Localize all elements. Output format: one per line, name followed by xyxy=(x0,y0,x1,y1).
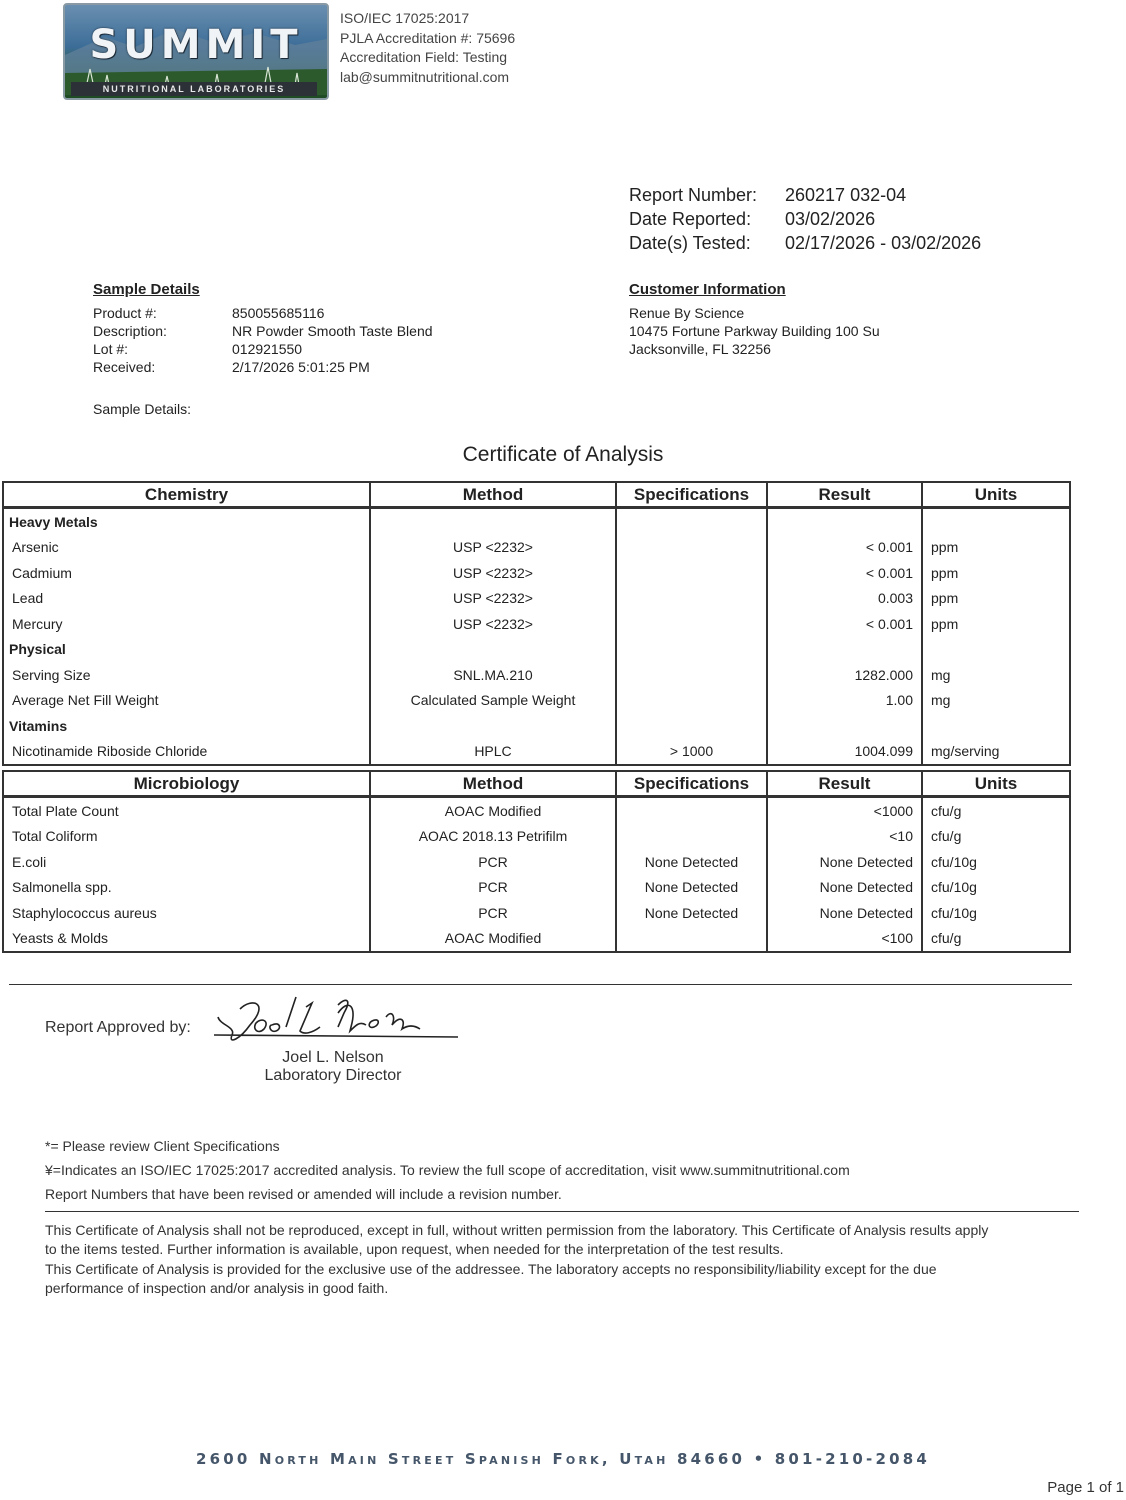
column-header: Method xyxy=(370,771,616,797)
result: < 0.001 xyxy=(767,535,922,561)
specification xyxy=(616,797,767,824)
units: cfu/g xyxy=(922,824,1070,850)
table-row xyxy=(3,586,1070,612)
approver-block xyxy=(210,1049,456,1085)
disclaimer-line: performance of inspection and/or analysis in good faith. xyxy=(45,1279,389,1296)
sample-details-label: Sample Details: xyxy=(93,401,192,417)
signature-graphic xyxy=(210,995,465,1055)
analyte: Cadmium xyxy=(3,560,370,586)
approver-title: Laboratory Director xyxy=(264,1067,402,1084)
accreditation-line: Accreditation Field: Testing xyxy=(340,49,508,65)
column-header: Chemistry xyxy=(3,482,370,508)
units: mg xyxy=(922,662,1070,688)
method: SNL.MA.210 xyxy=(370,662,616,688)
date-reported: 03/02/2026 xyxy=(785,209,876,229)
analyte: Yeasts & Molds xyxy=(3,926,370,953)
specification xyxy=(616,611,767,637)
specification: None Detected xyxy=(616,849,767,875)
table-row xyxy=(3,900,1070,926)
analyte: Total Plate Count xyxy=(3,797,370,824)
specification xyxy=(616,926,767,953)
note-line: Report Numbers that have been revised or amended will include a revision number. xyxy=(45,1186,562,1202)
method: Calculated Sample Weight xyxy=(370,688,616,714)
category-row xyxy=(3,508,1070,535)
divider xyxy=(45,1211,1079,1212)
analyte: Mercury xyxy=(3,611,370,637)
lab-email: lab@summitnutritional.com xyxy=(340,68,510,85)
units: cfu/10g xyxy=(922,849,1070,875)
disclaimer-block xyxy=(45,1221,988,1298)
method: AOAC 2018.13 Petrifilm xyxy=(370,824,616,850)
disclaimer-line: This Certificate of Analysis shall not be reproduced, except in full, without written permission from the laboratory. This Certificate of Analysis results apply xyxy=(45,1222,989,1238)
result: <1000 xyxy=(767,797,922,824)
units: cfu/g xyxy=(922,797,1070,824)
sample-label: Product #: xyxy=(93,305,157,321)
note-line: ¥=Indicates an ISO/IEC 17025:2017 accredited analysis. To review the full scope of accreditation, visit www.summitnutritional.com xyxy=(45,1162,850,1178)
table-row xyxy=(3,662,1070,688)
divider xyxy=(9,984,1072,985)
sample-value: 2/17/2026 5:01:25 PM xyxy=(232,359,370,375)
table-row xyxy=(3,926,1070,953)
result: 1004.099 xyxy=(767,739,922,766)
approval-label: Report Approved by: xyxy=(45,1019,191,1036)
sample-details-block xyxy=(93,304,433,376)
specification xyxy=(616,824,767,850)
logo-wordmark: SUMMIT xyxy=(89,22,303,68)
sample-label: Description: xyxy=(93,323,167,339)
dates-tested-label: Date(s) Tested: xyxy=(629,233,751,253)
analyte: Lead xyxy=(3,586,370,612)
units: cfu/g xyxy=(922,926,1070,953)
table-header-row xyxy=(3,771,1070,797)
sample-label: Received: xyxy=(93,359,156,375)
category-label: Vitamins xyxy=(3,713,370,739)
table-row xyxy=(3,611,1070,637)
method: AOAC Modified xyxy=(370,797,616,824)
logo-tagline: NUTRITIONAL LABORATORIES xyxy=(71,82,317,96)
method: AOAC Modified xyxy=(370,926,616,953)
table-row xyxy=(3,875,1070,901)
result: < 0.001 xyxy=(767,560,922,586)
note-line: *= Please review Client Specifications xyxy=(45,1138,280,1154)
specification xyxy=(616,688,767,714)
customer-info-title: Customer Information xyxy=(629,281,786,298)
approver-name: Joel L. Nelson xyxy=(282,1049,384,1066)
lab-accreditation-block xyxy=(340,9,515,87)
customer-address: 10475 Fortune Parkway Building 100 Su xyxy=(629,323,880,339)
page-number: Page 1 of 1 xyxy=(1047,1479,1124,1496)
sample-value: 850055685116 xyxy=(232,305,325,321)
units: ppm xyxy=(922,560,1070,586)
units: cfu/10g xyxy=(922,875,1070,901)
category-row xyxy=(3,713,1070,739)
sample-value: NR Powder Smooth Taste Blend xyxy=(232,323,433,339)
specification: None Detected xyxy=(616,875,767,901)
method: HPLC xyxy=(370,739,616,766)
report-number: 260217 032-04 xyxy=(785,185,907,205)
units: ppm xyxy=(922,586,1070,612)
microbiology-table xyxy=(2,770,1071,953)
specification: None Detected xyxy=(616,900,767,926)
column-header: Microbiology xyxy=(3,771,370,797)
disclaimer-line: to the items tested. Further information is available, upon request, when needed for the interpretation of the test results. xyxy=(45,1241,784,1258)
result: None Detected xyxy=(767,875,922,901)
result: 1.00 xyxy=(767,688,922,714)
result: <10 xyxy=(767,824,922,850)
customer-name: Renue By Science xyxy=(629,305,745,321)
result: <100 xyxy=(767,926,922,953)
table-row xyxy=(3,739,1070,766)
sample-label: Lot #: xyxy=(93,341,129,357)
category-row xyxy=(3,637,1070,663)
table-row xyxy=(3,797,1070,824)
sample-row xyxy=(93,340,433,358)
customer-city: Jacksonville, FL 32256 xyxy=(629,341,771,357)
analyte: Staphylococcus aureus xyxy=(3,900,370,926)
specification xyxy=(616,560,767,586)
units: mg/serving xyxy=(922,739,1070,766)
method: USP <2232> xyxy=(370,535,616,561)
result: < 0.001 xyxy=(767,611,922,637)
specification: > 1000 xyxy=(616,739,767,766)
coa-title: Certificate of Analysis xyxy=(462,443,664,466)
column-header: Result xyxy=(767,482,922,508)
table-row xyxy=(3,824,1070,850)
column-header: Specifications xyxy=(616,771,767,797)
table-row xyxy=(3,688,1070,714)
method: USP <2232> xyxy=(370,586,616,612)
analyte: Arsenic xyxy=(3,535,370,561)
result: 0.003 xyxy=(767,586,922,612)
sample-row xyxy=(93,358,433,376)
footer-address: 2600 North Main Street Spanish Fork, Utah 84660 • 801-210-2084 xyxy=(195,1450,930,1468)
analyte: Nicotinamide Riboside Chloride xyxy=(3,739,370,766)
column-header: Units xyxy=(922,771,1070,797)
column-header: Result xyxy=(767,771,922,797)
category-label: Physical xyxy=(3,637,370,663)
sample-details-title: Sample Details xyxy=(93,281,200,298)
analyte: Total Coliform xyxy=(3,824,370,850)
method: PCR xyxy=(370,849,616,875)
result: 1282.000 xyxy=(767,662,922,688)
table-row xyxy=(3,560,1070,586)
accreditation-line: PJLA Accreditation #: 75696 xyxy=(340,29,516,46)
accreditation-line: ISO/IEC 17025:2017 xyxy=(340,10,470,26)
sample-row xyxy=(93,322,433,340)
units: cfu/10g xyxy=(922,900,1070,926)
customer-info-block xyxy=(629,304,880,358)
report-number-label: Report Number: xyxy=(629,185,758,205)
column-header: Units xyxy=(922,482,1070,508)
method: PCR xyxy=(370,875,616,901)
analyte: Salmonella spp. xyxy=(3,875,370,901)
method: PCR xyxy=(370,900,616,926)
result: None Detected xyxy=(767,849,922,875)
method: USP <2232> xyxy=(370,611,616,637)
column-header: Method xyxy=(370,482,616,508)
sample-value: 012921550 xyxy=(232,341,303,357)
analyte: Serving Size xyxy=(3,662,370,688)
method: USP <2232> xyxy=(370,560,616,586)
units: ppm xyxy=(922,611,1070,637)
dates-tested: 02/17/2026 - 03/02/2026 xyxy=(785,233,982,253)
company-logo xyxy=(63,3,329,100)
sample-row xyxy=(93,304,433,322)
specification xyxy=(616,586,767,612)
specification xyxy=(616,662,767,688)
date-reported-label: Date Reported: xyxy=(629,209,752,229)
units: ppm xyxy=(922,535,1070,561)
chemistry-table xyxy=(2,481,1071,766)
column-header: Specifications xyxy=(616,482,767,508)
table-row xyxy=(3,849,1070,875)
signature-text: Joel L Nelson xyxy=(210,995,217,996)
table-row xyxy=(3,535,1070,561)
units: mg xyxy=(922,688,1070,714)
disclaimer-line: This Certificate of Analysis is provided for the exclusive use of the addressee. The laboratory accepts no responsibility/liability except for the due xyxy=(45,1260,937,1277)
specification xyxy=(616,535,767,561)
table-header-row xyxy=(3,482,1070,508)
category-label: Heavy Metals xyxy=(3,508,370,535)
result: None Detected xyxy=(767,900,922,926)
analyte: E.coli xyxy=(3,849,370,875)
analyte: Average Net Fill Weight xyxy=(3,688,370,714)
